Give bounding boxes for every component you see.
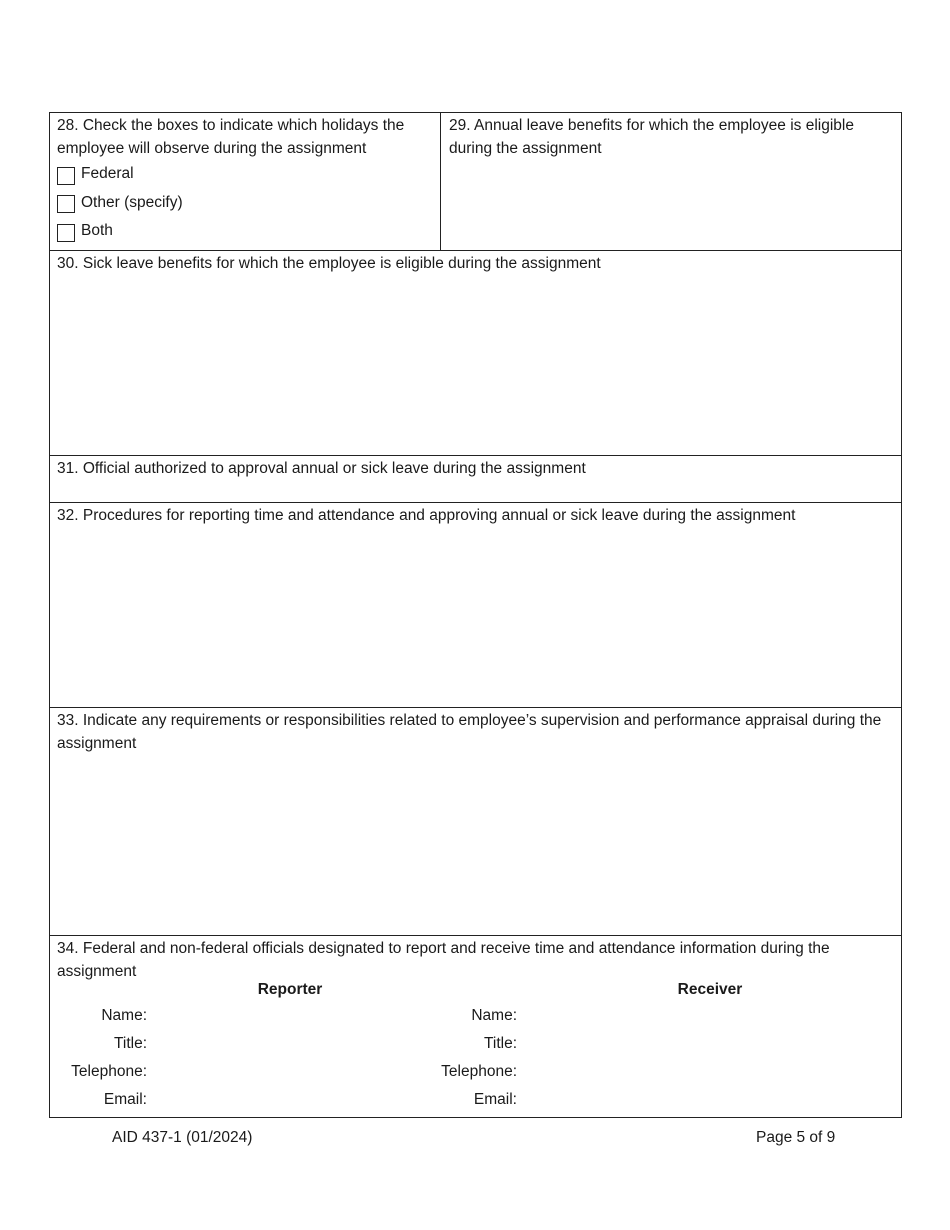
reporter-title-label: Title: [113,1035,147,1052]
q33-cell[interactable] [50,708,901,935]
form-table [49,112,902,1118]
q32-label: 32. Procedures for reporting time and attendance and approving annual or sick leave during the assignment [57,507,796,524]
q34-label: 34. Federal and non-federal officials designated to report and receive time and attendance information during the assignment [57,940,830,980]
receiver-title-label: Title: [483,1035,517,1052]
q28-label: 28. Check the boxes to indicate which holidays the employee will observe during the assignment [57,117,405,157]
both-label: Both [81,222,113,239]
reporter-name-label: Name: [101,1007,147,1024]
other-label: Other (specify) [81,193,183,211]
q33-label: 33. Indicate any requirements or responsibilities related to employee’s supervision and performance appraisal during the assignment [57,712,882,752]
both-checkbox[interactable] [57,224,75,242]
q28-cell [50,113,440,250]
receiver-email-label: Email: [473,1091,517,1108]
q32-cell[interactable] [50,503,901,707]
page-number: Page 5 of 9 [756,1129,836,1146]
reporter-email-label: Email: [103,1091,147,1108]
receiver-name-label: Name: [471,1007,517,1024]
receiver-telephone-label: Telephone: [441,1063,517,1080]
q31-cell[interactable] [50,456,901,502]
holiday-option-both[interactable] [57,217,433,246]
q31-label: 31. Official authorized to approval annual or sick leave during the assignment [57,460,586,477]
form-id: AID 437-1 (01/2024) [112,1129,253,1146]
other-checkbox[interactable] [57,195,75,213]
q30-label: 30. Sick leave benefits for which the employee is eligible during the assignment [57,255,601,272]
holiday-option-other[interactable] [57,189,433,218]
q30-cell[interactable] [50,251,901,455]
q29-cell[interactable] [441,113,902,250]
reporter-telephone-label: Telephone: [71,1063,147,1080]
reporter-heading: Reporter [257,981,323,998]
holiday-option-federal[interactable] [57,160,433,189]
federal-checkbox[interactable] [57,167,75,185]
federal-label: Federal [81,165,134,182]
receiver-heading: Receiver [677,981,743,998]
q29-label: 29. Annual leave benefits for which the employee is eligible during the assignment [449,117,854,157]
